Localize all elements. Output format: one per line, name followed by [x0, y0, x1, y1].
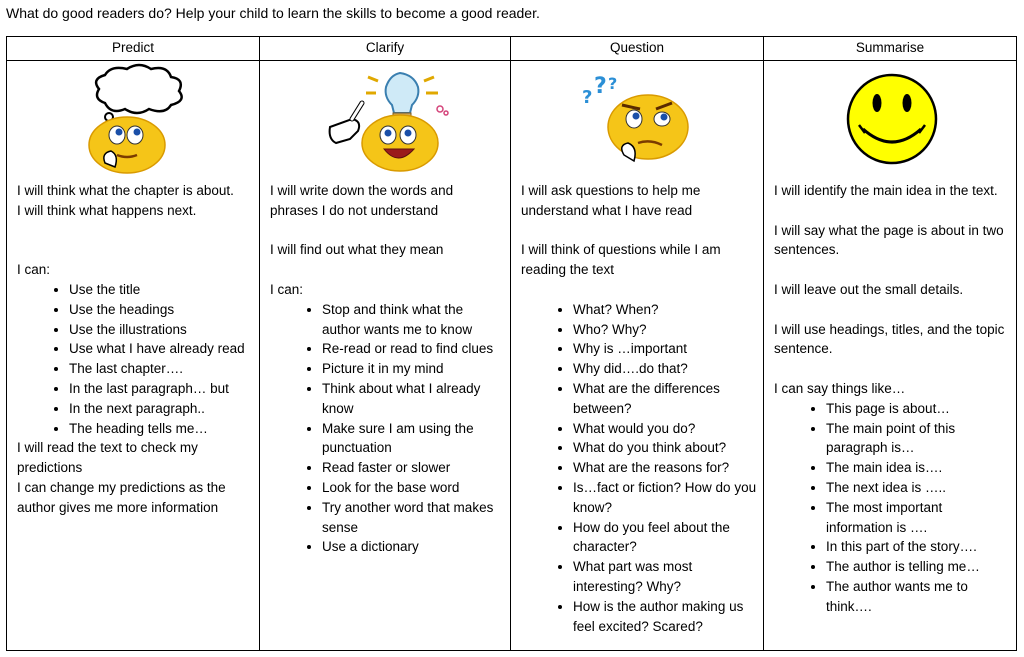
list-item: • The last chapter….	[69, 359, 253, 379]
list-item: • In this part of the story….	[826, 537, 1010, 557]
clarify-can-label: I can:	[270, 281, 304, 297]
column-summarise	[764, 61, 1017, 651]
list-item: • Re-read or read to find clues	[322, 339, 504, 359]
list-item: • The heading tells me…	[69, 419, 253, 439]
heading-predict: Predict	[7, 37, 260, 61]
list-item: • The next idea is …..	[826, 478, 1010, 498]
column-predict	[7, 61, 260, 651]
list-item: • How do you feel about the character?	[573, 518, 757, 558]
question-intro-1: I will ask questions to help me understand what I have read	[521, 183, 701, 218]
list-item: • The most important information is ….	[826, 498, 1010, 538]
clarify-list	[270, 300, 504, 557]
predict-list	[17, 280, 253, 438]
list-item: • In the last paragraph… but	[69, 379, 253, 399]
list-item: • Use the headings	[69, 300, 253, 320]
question-list	[521, 300, 757, 637]
summarise-intro-4: I will use headings, titles, and the topic sentence.	[774, 321, 1005, 357]
list-item: • Make sure I am using the punctuation	[322, 419, 504, 459]
list-item: • The author is telling me…	[826, 557, 1010, 577]
heading-clarify: Clarify	[260, 37, 511, 61]
lightbulb-smiley-icon	[322, 63, 452, 175]
list-item: • Think about what I already know	[322, 379, 504, 419]
list-item: • How is the author making us feel excited? Scared?	[573, 597, 757, 637]
list-item: • Why did….do that?	[573, 359, 757, 379]
list-item: • Read faster or slower	[322, 458, 504, 478]
summarise-list	[774, 399, 1010, 617]
list-item: • What would you do?	[573, 419, 757, 439]
list-item: • Try another word that makes sense	[322, 498, 504, 538]
summarise-can-label: I can say things like…	[774, 380, 906, 396]
list-item: • What? When?	[573, 300, 757, 320]
predict-intro-1: I will think what the chapter is about.	[17, 183, 234, 198]
predict-outro-1: I will read the text to check my predictions	[17, 440, 198, 476]
summarise-intro-2: I will say what the page is about in two sentences.	[774, 222, 1004, 258]
list-item: • The main point of this paragraph is…	[826, 419, 1010, 459]
column-clarify	[260, 61, 511, 651]
predict-outro-2: I can change my predictions as the author gives me more information	[17, 479, 226, 515]
list-item: • Use a dictionary	[322, 537, 504, 557]
clarify-intro-2: I will find out what they mean	[270, 242, 444, 258]
list-item: • This page is about…	[826, 399, 1010, 419]
summarise-intro-1: I will identify the main idea in the text.	[774, 183, 998, 198]
questioning-smiley-icon	[574, 63, 704, 175]
summarise-intro-3: I will leave out the small details.	[774, 281, 964, 297]
list-item: • Picture it in my mind	[322, 359, 504, 379]
predict-can-label: I can:	[17, 262, 51, 278]
clarify-intro-1: I will write down the words and phrases I do not understand	[270, 183, 454, 218]
svg-text:?: ?	[608, 74, 618, 93]
list-item: • Look for the base word	[322, 478, 504, 498]
list-item: • Who? Why?	[573, 320, 757, 340]
page-title: What do good readers do? Help your child to learn the skills to become a good reader.	[6, 5, 540, 21]
list-item: • What are the reasons for?	[573, 458, 757, 478]
list-item: • What part was most interesting? Why?	[573, 557, 757, 597]
question-intro-2: I will think of questions while I am reading the text	[521, 242, 721, 278]
list-item: • The author wants me to think….	[826, 577, 1010, 617]
list-item: • In the next paragraph..	[69, 399, 253, 419]
svg-text:?: ?	[582, 87, 593, 108]
yellow-smiley-icon	[837, 63, 947, 175]
heading-summarise: Summarise	[764, 37, 1017, 61]
column-question	[511, 61, 764, 651]
reading-skills-table	[6, 36, 1017, 651]
list-item: • Use what I have already read	[69, 339, 253, 359]
list-item: • Use the illustrations	[69, 320, 253, 340]
thinking-smiley-icon	[75, 63, 195, 175]
list-item: • The main idea is….	[826, 458, 1010, 478]
svg-text:?: ?	[594, 74, 607, 99]
list-item: • Stop and think what the author wants me to know	[322, 300, 504, 340]
predict-intro-2: I will think what happens next.	[17, 202, 197, 218]
list-item: • Why is …important	[573, 339, 757, 359]
list-item: • What are the differences between?	[573, 379, 757, 419]
list-item: • What do you think about?	[573, 438, 757, 458]
list-item: • Is…fact or fiction? How do you know?	[573, 478, 757, 518]
heading-question: Question	[511, 37, 764, 61]
list-item: • Use the title	[69, 280, 253, 300]
